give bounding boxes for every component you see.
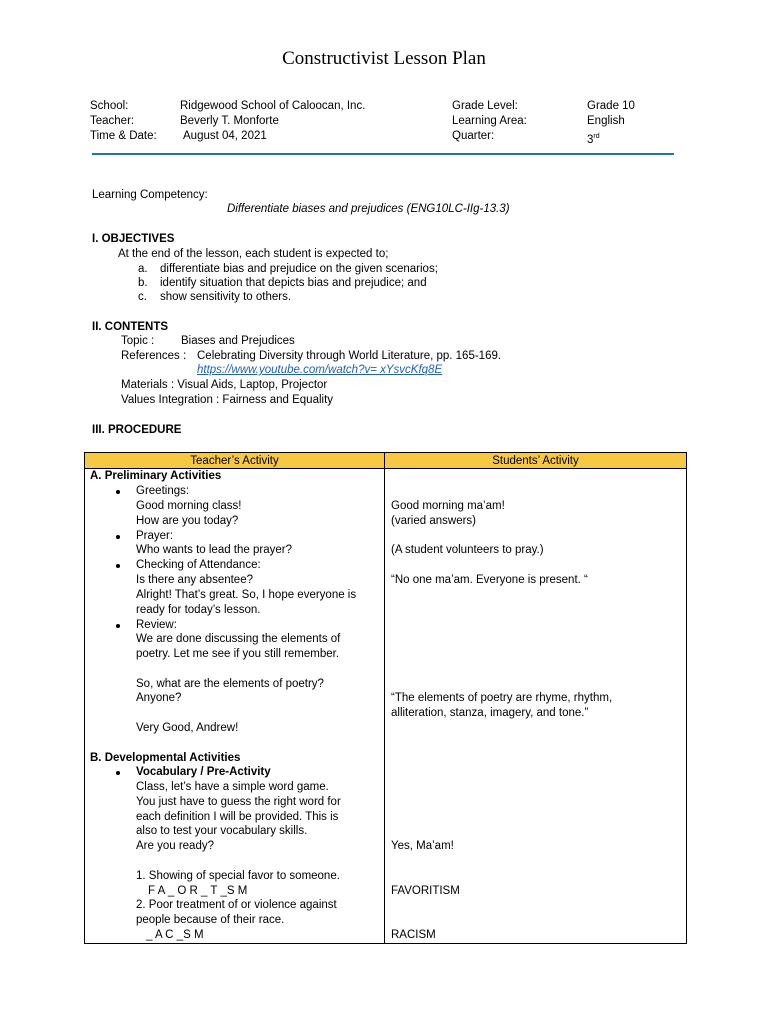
objective-marker-a: a.	[138, 263, 148, 275]
teacher-line: Is there any absentee?	[136, 574, 253, 586]
objective-marker-b: b.	[138, 277, 148, 289]
quarter-value: 3rd	[587, 133, 600, 146]
materials-line: Materials : Visual Aids, Laptop, Projector	[121, 379, 328, 391]
teacher-line: We are done discussing the elements of	[136, 633, 341, 645]
teacher-line: So, what are the elements of poetry?	[136, 678, 324, 690]
header-divider	[92, 153, 674, 155]
vocabulary-label: Vocabulary / Pre-Activity	[136, 766, 271, 778]
preliminary-heading: A. Preliminary Activities	[90, 470, 222, 482]
student-line: alliteration, stanza, imagery, and tone.”	[391, 707, 589, 719]
teacher-line: people because of their race.	[136, 914, 285, 926]
date-value: August 04, 2021	[183, 130, 267, 142]
teacher-label: Teacher:	[90, 115, 135, 127]
area-label: Learning Area:	[452, 115, 527, 127]
teacher-line: ready for today’s lesson.	[136, 604, 261, 616]
teacher-line: Alright! That’s great. So, I hope everyone is	[136, 589, 357, 601]
procedure-heading: III. PROCEDURE	[92, 424, 182, 436]
competency-label: Learning Competency:	[92, 189, 208, 201]
header-labels-right	[452, 99, 527, 144]
references-label: References :	[121, 350, 187, 362]
objectives-intro: At the end of the lesson, each student is expected to;	[118, 248, 389, 260]
header-labels-left	[90, 99, 157, 144]
area-value: English	[587, 115, 625, 127]
school-label: School:	[90, 100, 129, 112]
teacher-line: How are you today?	[136, 515, 239, 527]
teacher-line: Good morning class!	[136, 500, 242, 512]
bullet-icon	[116, 564, 120, 568]
teacher-line: Very Good, Andrew!	[136, 722, 239, 734]
teacher-activity-header: Teacher’s Activity	[85, 453, 385, 469]
students-activity-header: Students’ Activity	[385, 453, 687, 469]
topic-value: Biases and Prejudices	[181, 335, 295, 347]
topic-label: Topic :	[121, 335, 155, 347]
teacher-activity-cell	[85, 469, 385, 944]
header-values-right	[587, 99, 635, 148]
student-line: (A student volunteers to pray.)	[391, 544, 544, 556]
student-line: “No one ma’am. Everyone is present. “	[391, 574, 588, 586]
references-value: Celebrating Diversity through World Literature, pp. 165-169.	[197, 350, 502, 362]
student-answer: RACISM	[391, 929, 436, 941]
teacher-line: poetry. Let me see if you still remember.	[136, 648, 340, 660]
bullet-icon	[116, 490, 120, 494]
header-values-left	[180, 99, 365, 144]
bullet-icon	[116, 624, 120, 628]
objective-item-a: differentiate bias and prejudice on the given scenarios;	[160, 263, 438, 275]
greetings-label: Greetings:	[136, 485, 190, 497]
teacher-line: 2. Poor treatment of or violence against	[136, 899, 337, 911]
teacher-line: 1. Showing of special favor to someone.	[136, 870, 340, 882]
teacher-value: Beverly T. Monforte	[180, 115, 279, 127]
bullet-icon	[116, 535, 120, 539]
quarter-label: Quarter:	[452, 130, 495, 142]
objective-marker-c: c.	[138, 291, 147, 303]
bullet-icon	[116, 771, 120, 775]
grade-value: Grade 10	[587, 100, 635, 112]
procedure-table	[84, 452, 687, 944]
word-blank: F A _ O R _ T _S M	[148, 885, 248, 897]
grade-label: Grade Level:	[452, 100, 518, 112]
student-line: (varied answers)	[391, 515, 476, 527]
teacher-line: Who wants to lead the prayer?	[136, 544, 292, 556]
reference-link[interactable]: https://www.youtube.com/watch?v= xYsvcKfq8E	[197, 364, 443, 376]
prayer-label: Prayer:	[136, 530, 174, 542]
teacher-line: also to test your vocabulary skills.	[136, 825, 308, 837]
teacher-line: Class, let’s have a simple word game.	[136, 781, 329, 793]
teacher-line: Are you ready?	[136, 840, 214, 852]
teacher-line: each definition I will be provided. This is	[136, 811, 339, 823]
values-line: Values Integration : Fairness and Equality	[121, 394, 334, 406]
developmental-heading: B. Developmental Activities	[90, 752, 241, 764]
teacher-line: Anyone?	[136, 692, 182, 704]
school-value: Ridgewood School of Caloocan, Inc.	[180, 100, 366, 112]
teacher-line: You just have to guess the right word for	[136, 796, 341, 808]
objectives-heading: I. OBJECTIVES	[92, 233, 175, 245]
student-answer: FAVORITISM	[391, 885, 460, 897]
contents-heading: II. CONTENTS	[92, 321, 169, 333]
competency-text: Differentiate biases and prejudices (ENG10LC-IIg-13.3)	[227, 203, 510, 215]
student-line: “The elements of poetry are rhyme, rhythm,	[391, 692, 613, 704]
objective-item-c: show sensitivity to others.	[160, 291, 292, 303]
objective-item-b: identify situation that depicts bias and prejudice; and	[160, 277, 427, 289]
time-label: Time & Date:	[90, 130, 157, 142]
review-label: Review:	[136, 619, 177, 631]
students-activity-cell	[385, 469, 687, 944]
attendance-label: Checking of Attendance:	[136, 559, 261, 571]
word-blank: _ A C _S M	[146, 929, 204, 941]
document-title: Constructivist Lesson Plan	[282, 48, 486, 69]
student-line: Yes, Ma’am!	[391, 840, 454, 852]
student-line: Good morning ma’am!	[391, 500, 505, 512]
